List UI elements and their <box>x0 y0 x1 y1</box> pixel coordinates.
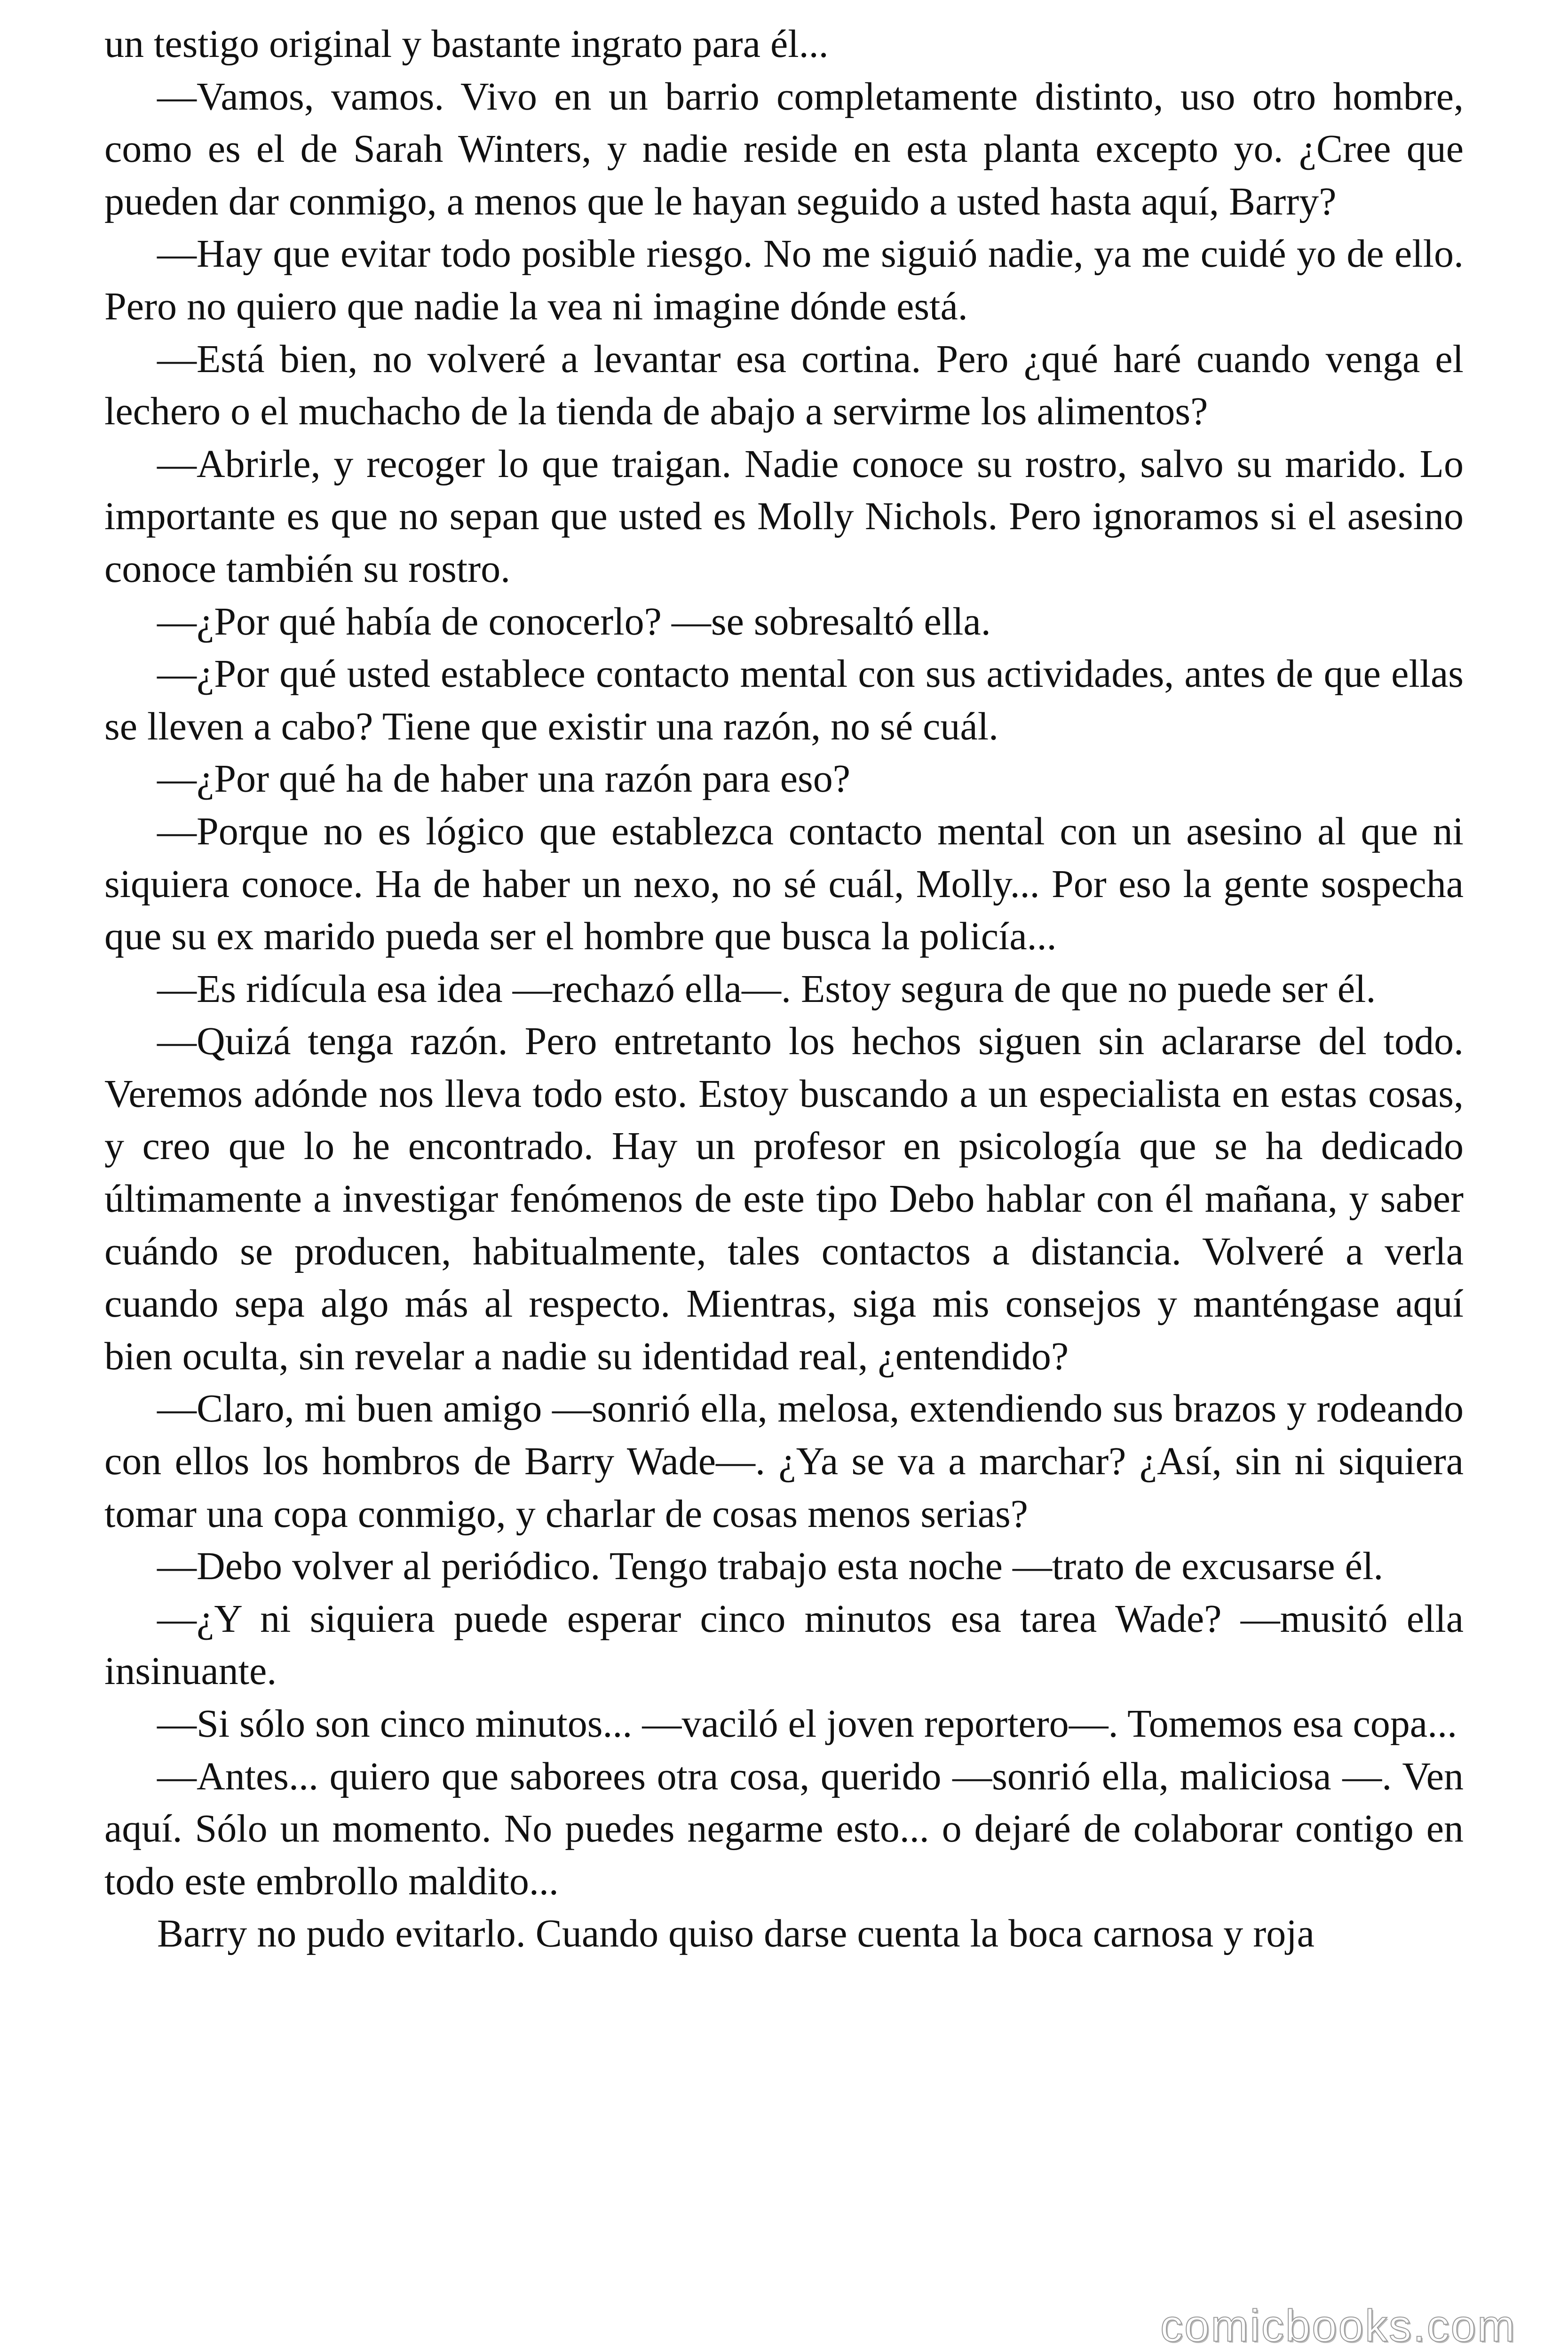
paragraph: —Debo volver al periódico. Tengo trabajo esta noche —trato de excusarse él. <box>157 1544 1384 1589</box>
paragraph: —¿Por qué ha de haber una razón para eso? <box>157 757 850 801</box>
paragraph: un testigo original y bastante ingrato para él... <box>104 22 829 66</box>
paragraph: —Claro, mi buen amigo —sonrió ella, melosa, extendiendo sus brazos y rodeando con ellos los hombros de Barry Wade—. ¿Ya se va a marchar? ¿Así, sin ni siquiera tomar una copa conmigo, y charlar de cosas menos serias? <box>104 1387 1464 1536</box>
paragraph: —Vamos, vamos. Vivo en un barrio completamente distinto, uso otro hombre, como es el de Sarah Winters, y nadie reside en esta planta excepto yo. ¿Cree que pueden dar conmigo, a menos que le hayan seguido a usted hasta aquí, Barry? <box>104 74 1464 223</box>
paragraph: —Es ridícula esa idea —rechazó ella—. Estoy segura de que no puede ser él. <box>157 967 1376 1011</box>
paragraph: —Abrirle, y recoger lo que traigan. Nadie conoce su rostro, salvo su marido. Lo importante es que no sepan que usted es Molly Nichols. Pero ignoramos si el asesino conoce también su rostro. <box>104 442 1464 591</box>
paragraph: —Hay que evitar todo posible riesgo. No me siguió nadie, ya me cuidé yo de ello. Pero no quiero que nadie la vea ni imagine dónde está. <box>104 232 1464 328</box>
paragraph: —Quizá tenga razón. Pero entretanto los hechos siguen sin aclararse del todo. Veremos adónde nos lleva todo esto. Estoy buscando a un especialista en estas cosas, y creo que lo he encontrado. Hay un profesor en psicología que se ha dedicado últimamente a investigar fenómenos de este tipo Debo hablar con él mañana, y saber cuándo se producen, habitualmente, tales contactos a distancia. Volveré a verla cuando sepa algo más al respecto. Mientras, siga mis consejos y manténgase aquí bien oculta, sin revelar a nadie su identidad real, ¿entendido? <box>104 1019 1464 1378</box>
body-text <box>104 18 1464 1960</box>
paragraph: —¿Y ni siquiera puede esperar cinco minutos esa tarea Wade? —musitó ella insinuante. <box>104 1597 1464 1693</box>
paragraph: —¿Por qué había de conocerlo? —se sobresaltó ella. <box>157 599 991 644</box>
watermark: comicbooks.com <box>1160 2301 1516 2351</box>
paragraph: Barry no pudo evitarlo. Cuando quiso darse cuenta la boca carnosa y roja <box>157 1912 1315 1956</box>
paragraph: —Antes... quiero que saborees otra cosa, querido —sonrió ella, maliciosa —. Ven aquí. Sólo un momento. No puedes negarme esto... o dejaré de colaborar contigo en todo este embrollo maldito... <box>104 1754 1464 1903</box>
paragraph: —Si sólo son cinco minutos... —vaciló el joven reportero—. Tomemos esa copa... <box>157 1702 1457 1746</box>
paragraph: —¿Por qué usted establece contacto mental con sus actividades, antes de que ellas se lleven a cabo? Tiene que existir una razón, no sé cuál. <box>104 652 1464 748</box>
paragraph: —Está bien, no volveré a levantar esa cortina. Pero ¿qué haré cuando venga el lechero o el muchacho de la tienda de abajo a servirme los alimentos? <box>104 337 1464 434</box>
paragraph: —Porque no es lógico que establezca contacto mental con un asesino al que ni siquiera conoce. Ha de haber un nexo, no sé cuál, Molly... Por eso la gente sospecha que su ex marido pueda ser el hombre que busca la policía... <box>104 809 1464 959</box>
